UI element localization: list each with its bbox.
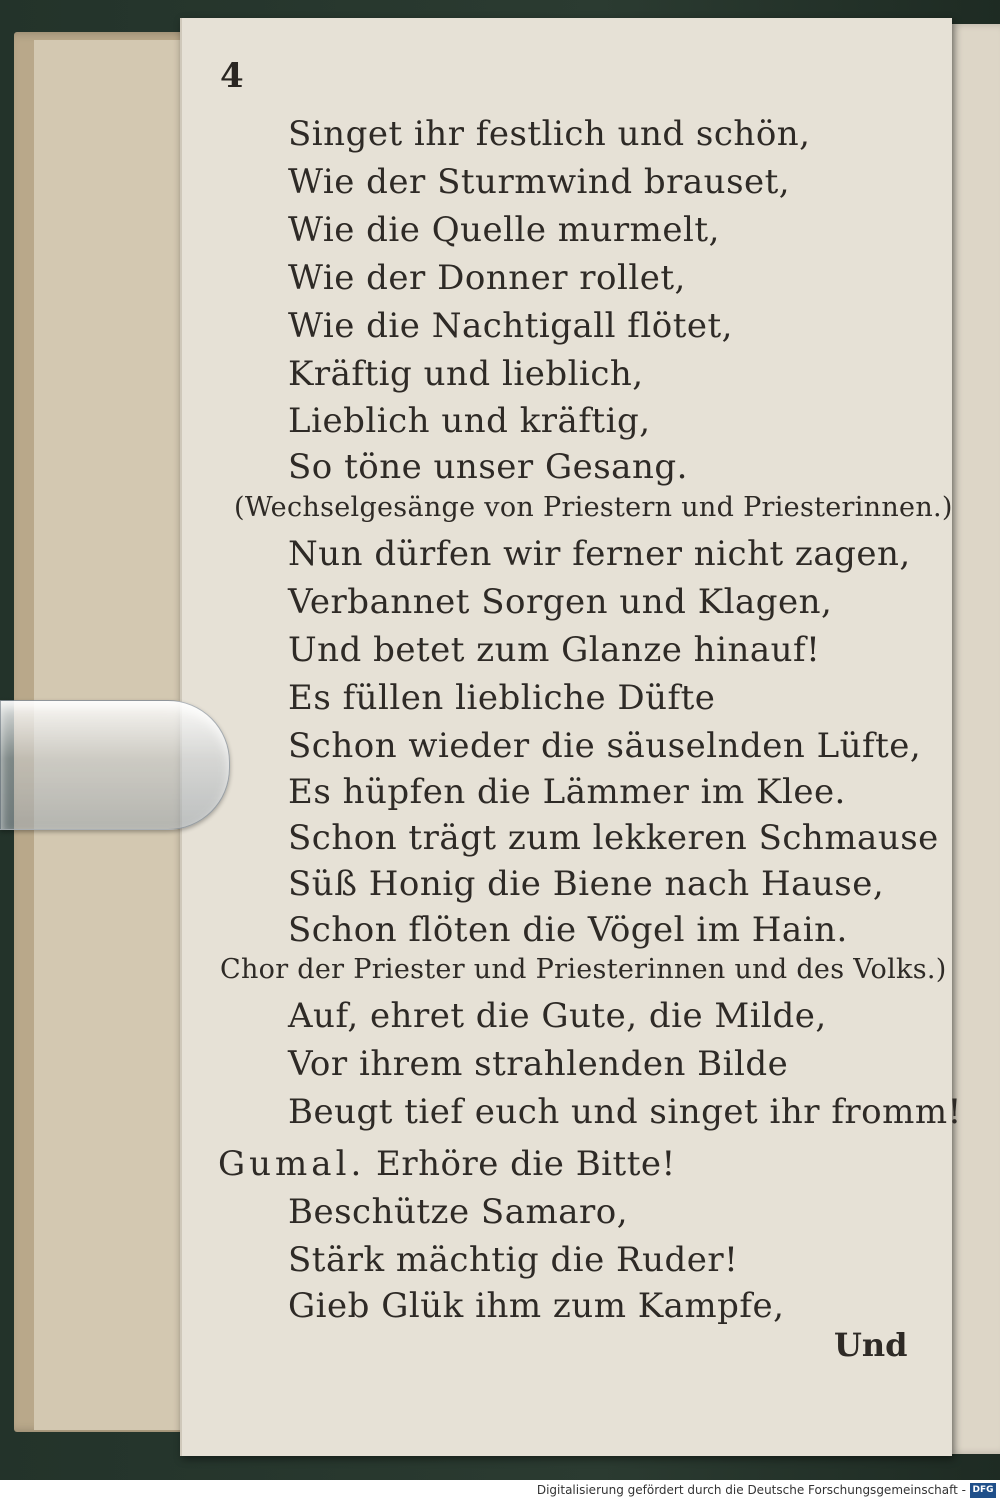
page-number: 4 [220,56,244,96]
verse-line: Erhöre die Bitte! [376,1144,676,1184]
verse-line: Lieblich und kräftig, [288,401,651,441]
verse-line: Beschütze Samaro, [288,1192,628,1232]
verse-line: Auf, ehret die Gute, die Milde, [288,996,827,1036]
footer-credit: Digitalisierung gefördert durch die Deutsche Forschungsgemeinschaft - [536,1483,966,1497]
verse-line: Beugt tief euch und singet ihr fromm! [288,1092,962,1132]
verse-line: Wie die Quelle murmelt, [288,210,720,250]
footer-bar [0,1480,1000,1502]
verse-line: Nun dürfen wir ferner nicht zagen, [288,534,911,574]
verse-line: Wie der Sturmwind brauset, [288,162,791,202]
dfg-logo-icon: DFG [970,1483,996,1498]
catchword: Und [834,1326,908,1364]
verse-line: Es hüpfen die Lämmer im Klee. [288,772,846,812]
verse-line: Schon wieder die säuselnden Lüfte, [288,726,922,766]
verse-line: Es füllen liebliche Düfte [288,678,716,718]
speaker-name: Gumal. [218,1144,366,1184]
glass-page-holder [0,700,230,830]
verse-line: Gieb Glük ihm zum Kampfe, [288,1286,785,1326]
verse-line: Schon flöten die Vögel im Hain. [288,910,848,950]
verse-line: Wie der Donner rollet, [288,258,686,298]
verse-line: Wie die Nachtigall flötet, [288,306,733,346]
verse-line: Verbannet Sorgen und Klagen, [288,582,833,622]
stage-direction: Chor der Priester und Priesterinnen und des Volks.) [220,954,947,985]
stage-direction: (Wechselgesänge von Priestern und Priesterinnen.) [234,492,953,523]
verse-line: Vor ihrem strahlenden Bilde [288,1044,789,1084]
verse-line: Und betet zum Glanze hinauf! [288,630,821,670]
verse-line: So töne unser Gesang. [288,447,688,487]
verse-line: Schon trägt zum lekkeren Schmause [288,818,939,858]
facing-page-edge [946,24,1000,1454]
verse-line: Süß Honig die Biene nach Hause, [288,864,885,904]
verse-line: Kräftig und lieblich, [288,354,644,394]
verse-line: Stärk mächtig die Ruder! [288,1240,739,1280]
verse-line: Singet ihr festlich und schön, [288,114,811,154]
